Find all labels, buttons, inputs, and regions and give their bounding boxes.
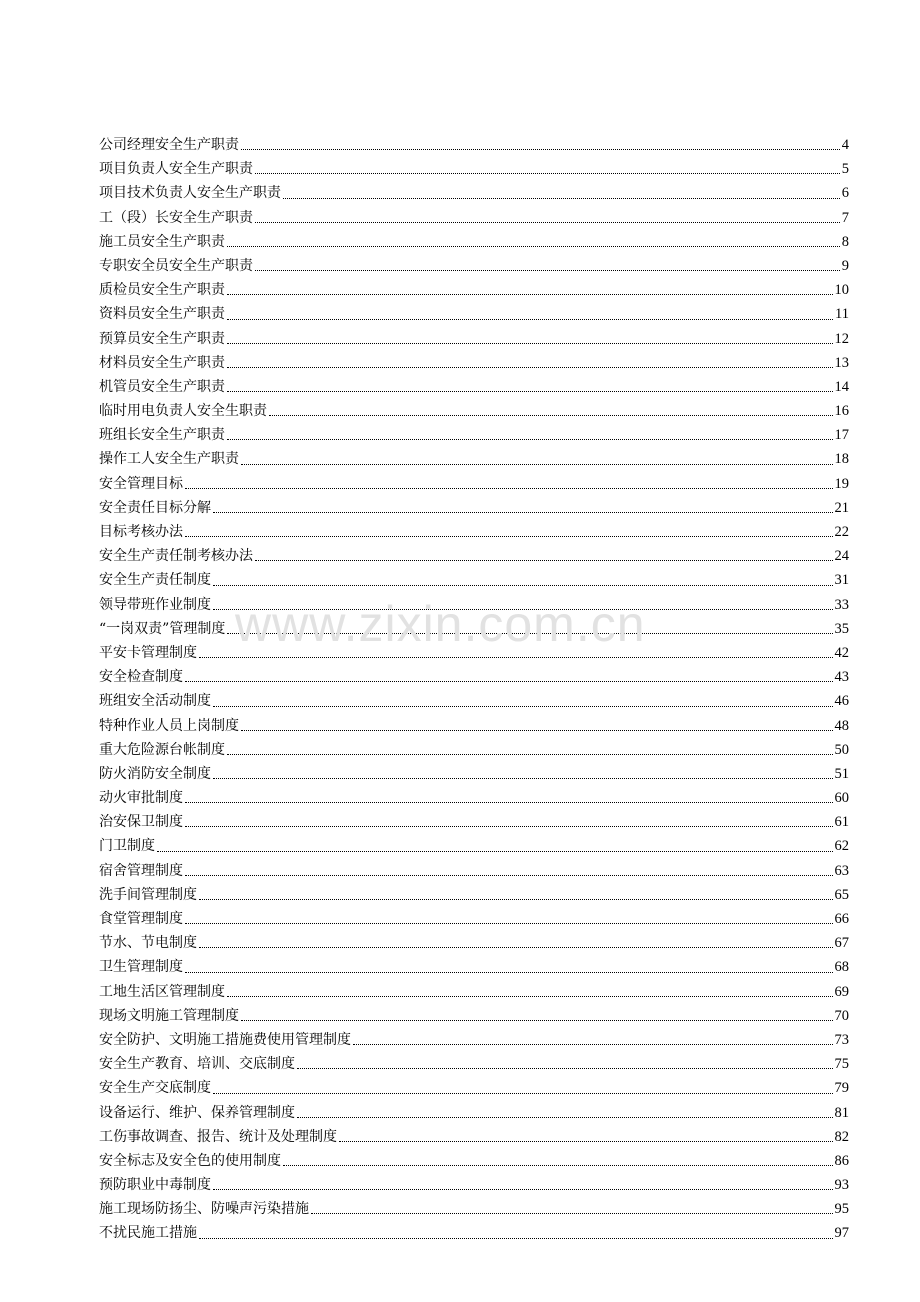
- toc-entry-page-number: 46: [834, 693, 849, 710]
- toc-entry-title: 安全生产责任制度: [99, 572, 211, 589]
- toc-dot-leader: [185, 810, 833, 834]
- toc-entry-title: 预防职业中毒制度: [99, 1177, 211, 1194]
- toc-dot-leader: [227, 302, 833, 326]
- toc-entry[interactable]: [99, 955, 849, 979]
- toc-entry-title: 材料员安全生产职责: [99, 354, 225, 371]
- toc-entry[interactable]: [99, 206, 849, 230]
- toc-entry-page-number: 65: [834, 886, 849, 903]
- toc-entry[interactable]: [99, 375, 849, 399]
- toc-entry-title: 不扰民施工措施: [99, 1225, 197, 1242]
- toc-entry[interactable]: [99, 641, 849, 665]
- toc-entry[interactable]: [99, 1173, 849, 1197]
- toc-dot-leader: [227, 617, 832, 641]
- toc-dot-leader: [255, 157, 840, 181]
- toc-entry-page-number: 70: [834, 1007, 849, 1024]
- toc-dot-leader: [255, 254, 840, 278]
- toc-entry-page-number: 22: [834, 524, 849, 540]
- toc-entry-page-number: 18: [834, 451, 849, 468]
- toc-dot-leader: [199, 641, 833, 665]
- toc-entry[interactable]: [99, 907, 849, 931]
- toc-dot-leader: [157, 834, 833, 858]
- toc-entry-title: 工地生活区管理制度: [99, 983, 225, 1000]
- toc-dot-leader: [199, 1221, 833, 1245]
- toc-entry[interactable]: [99, 568, 849, 592]
- toc-dot-leader: [199, 883, 833, 907]
- toc-entry-page-number: 61: [834, 814, 849, 831]
- toc-dot-leader: [185, 859, 833, 883]
- toc-dot-leader: [185, 786, 833, 810]
- toc-entry[interactable]: [99, 254, 849, 278]
- toc-entry-page-number: 31: [834, 572, 849, 589]
- toc-entry-page-number: 43: [834, 669, 849, 686]
- toc-entry-page-number: 4: [841, 137, 849, 153]
- toc-entry-page-number: 12: [834, 330, 849, 347]
- toc-entry[interactable]: [99, 1028, 849, 1052]
- watermark: www.zixin.com.cn: [235, 596, 646, 652]
- toc-dot-leader: [213, 1173, 833, 1197]
- toc-entry-page-number: 13: [834, 354, 849, 371]
- toc-dot-leader: [185, 520, 833, 544]
- toc-entry-title: 项目技术负责人安全生产职责: [99, 185, 281, 202]
- toc-entry-page-number: 9: [841, 257, 849, 274]
- toc-entry-title: 目标考核办法: [99, 524, 183, 540]
- toc-entry-title: 动火审批制度: [99, 790, 183, 807]
- toc-entry-title: 领导带班作业制度: [99, 596, 211, 613]
- toc-entry[interactable]: [99, 834, 849, 858]
- toc-entry[interactable]: [99, 327, 849, 351]
- toc-entry-page-number: 68: [834, 959, 849, 976]
- toc-entry-title: 资料员安全生产职责: [99, 306, 225, 323]
- toc-dot-leader: [213, 689, 833, 713]
- toc-entry-page-number: 69: [834, 983, 849, 1000]
- toc-entry-title: 防火消防安全制度: [99, 765, 211, 782]
- toc-entry-title: 预算员安全生产职责: [99, 330, 225, 347]
- toc-entry-page-number: 21: [834, 499, 849, 516]
- toc-dot-leader: [283, 181, 840, 205]
- toc-entry-title: 班组长安全生产职责: [99, 427, 225, 444]
- toc-entry-page-number: 97: [834, 1225, 849, 1242]
- toc-entry-page-number: 81: [834, 1104, 849, 1121]
- toc-entry-page-number: 93: [834, 1177, 849, 1194]
- toc-dot-leader: [213, 593, 833, 617]
- toc-entry-title: 洗手间管理制度: [99, 886, 197, 903]
- table-of-contents: [99, 133, 849, 1246]
- toc-entry-title: 工（段）长安全生产职责: [99, 209, 253, 226]
- toc-entry[interactable]: [99, 931, 849, 955]
- toc-entry-title: 工伤事故调查、报告、统计及处理制度: [99, 1128, 337, 1145]
- toc-entry-page-number: 6: [841, 185, 849, 202]
- toc-dot-leader: [227, 423, 833, 447]
- toc-dot-leader: [185, 955, 833, 979]
- toc-dot-leader: [199, 931, 833, 955]
- toc-dot-leader: [227, 980, 833, 1004]
- toc-dot-leader: [241, 133, 840, 157]
- toc-entry-title: 卫生管理制度: [99, 959, 183, 976]
- toc-entry-page-number: 95: [834, 1201, 849, 1218]
- toc-entry[interactable]: [99, 617, 849, 641]
- toc-dot-leader: [241, 1004, 833, 1028]
- toc-entry-title: 安全标志及安全色的使用制度: [99, 1152, 281, 1169]
- toc-entry[interactable]: [99, 1221, 849, 1245]
- toc-entry-title: 操作工人安全生产职责: [99, 451, 239, 468]
- toc-entry-title: 班组安全活动制度: [99, 693, 211, 710]
- toc-entry-page-number: 79: [834, 1080, 849, 1097]
- toc-entry-title: 安全防护、文明施工措施费使用管理制度: [99, 1031, 351, 1048]
- toc-entry[interactable]: [99, 1004, 849, 1028]
- toc-entry-title: 门卫制度: [99, 838, 155, 855]
- toc-entry-title: 施工员安全生产职责: [99, 233, 225, 250]
- toc-dot-leader: [297, 1052, 833, 1076]
- toc-dot-leader: [255, 544, 833, 568]
- toc-entry[interactable]: [99, 496, 849, 520]
- toc-entry-page-number: 51: [834, 765, 849, 782]
- toc-entry-title: 设备运行、维护、保养管理制度: [99, 1104, 295, 1121]
- toc-entry[interactable]: [99, 302, 849, 326]
- toc-entry[interactable]: [99, 278, 849, 302]
- toc-entry-title: 安全生产责任制考核办法: [99, 548, 253, 565]
- toc-dot-leader: [227, 278, 833, 302]
- toc-entry-page-number: 33: [834, 596, 849, 613]
- toc-entry-page-number: 60: [834, 790, 849, 807]
- toc-dot-leader: [185, 907, 833, 931]
- toc-dot-leader: [185, 665, 833, 689]
- toc-entry-title: 特种作业人员上岗制度: [99, 717, 239, 734]
- toc-dot-leader: [227, 375, 833, 399]
- toc-entry[interactable]: [99, 786, 849, 810]
- toc-entry-page-number: 8: [841, 233, 849, 250]
- toc-entry-page-number: 62: [834, 838, 849, 855]
- toc-entry-page-number: 5: [841, 161, 849, 178]
- toc-entry-page-number: 63: [834, 862, 849, 879]
- toc-entry[interactable]: [99, 133, 849, 157]
- toc-dot-leader: [213, 762, 833, 786]
- toc-entry-page-number: 66: [834, 911, 849, 927]
- toc-dot-leader: [353, 1028, 833, 1052]
- toc-dot-leader: [227, 230, 840, 254]
- toc-entry[interactable]: [99, 520, 849, 544]
- toc-entry[interactable]: [99, 447, 849, 471]
- toc-entry-page-number: 86: [834, 1152, 849, 1169]
- toc-entry-title: 安全生产教育、培训、交底制度: [99, 1056, 295, 1073]
- toc-dot-leader: [283, 1149, 833, 1173]
- toc-entry[interactable]: [99, 230, 849, 254]
- toc-entry[interactable]: [99, 399, 849, 423]
- toc-entry-page-number: 82: [834, 1128, 849, 1145]
- toc-dot-leader: [227, 738, 833, 762]
- toc-entry-title: 安全责任目标分解: [99, 499, 211, 516]
- toc-entry[interactable]: [99, 351, 849, 375]
- toc-entry-page-number: 48: [834, 717, 849, 734]
- toc-entry-title: 节水、节电制度: [99, 935, 197, 952]
- toc-dot-leader: [255, 206, 840, 230]
- toc-dot-leader: [185, 472, 833, 496]
- toc-entry-title: 临时用电负责人安全生职责: [99, 403, 267, 420]
- toc-entry-page-number: 35: [834, 620, 849, 637]
- toc-entry[interactable]: [99, 810, 849, 834]
- toc-entry[interactable]: [99, 980, 849, 1004]
- toc-dot-leader: [227, 327, 833, 351]
- toc-entry[interactable]: [99, 1197, 849, 1221]
- toc-entry-title: 公司经理安全生产职责: [99, 137, 239, 153]
- toc-dot-leader: [269, 399, 833, 423]
- toc-entry-title: “一岗双责”管理制度: [99, 620, 226, 637]
- toc-entry[interactable]: [99, 1052, 849, 1076]
- toc-entry-title: 平安卡管理制度: [99, 644, 197, 661]
- toc-entry-page-number: 73: [834, 1031, 849, 1048]
- toc-entry-title: 机管员安全生产职责: [99, 378, 225, 395]
- toc-entry-page-number: 14: [834, 378, 849, 395]
- toc-entry-title: 施工现场防扬尘、防噪声污染措施: [99, 1201, 309, 1218]
- toc-entry-title: 重大危险源台帐制度: [99, 741, 225, 758]
- toc-entry-page-number: 50: [834, 741, 849, 758]
- toc-entry[interactable]: [99, 1076, 849, 1100]
- toc-entry-title: 安全生产交底制度: [99, 1080, 211, 1097]
- toc-entry[interactable]: [99, 593, 849, 617]
- toc-entry[interactable]: [99, 883, 849, 907]
- toc-entry-page-number: 10: [834, 282, 849, 299]
- toc-dot-leader: [213, 496, 833, 520]
- toc-entry-page-number: 19: [834, 475, 849, 492]
- toc-dot-leader: [213, 1076, 833, 1100]
- toc-dot-leader: [297, 1101, 833, 1125]
- toc-entry-page-number: 75: [834, 1056, 849, 1073]
- toc-entry-title: 食堂管理制度: [99, 911, 183, 927]
- toc-entry-page-number: 42: [834, 644, 849, 661]
- toc-entry-page-number: 16: [834, 403, 849, 420]
- toc-entry-title: 宿舍管理制度: [99, 862, 183, 879]
- toc-entry-page-number: 67: [834, 935, 849, 952]
- toc-dot-leader: [227, 351, 833, 375]
- toc-entry-title: 治安保卫制度: [99, 814, 183, 831]
- toc-entry[interactable]: [99, 859, 849, 883]
- toc-entry-title: 安全管理目标: [99, 475, 183, 492]
- toc-entry[interactable]: [99, 714, 849, 738]
- toc-entry[interactable]: [99, 665, 849, 689]
- toc-entry-page-number: 17: [834, 427, 849, 444]
- toc-entry-title: 质检员安全生产职责: [99, 282, 225, 299]
- toc-dot-leader: [213, 568, 833, 592]
- toc-entry-page-number: 24: [834, 548, 849, 565]
- toc-entry-title: 现场文明施工管理制度: [99, 1007, 239, 1024]
- toc-entry-page-number: 11: [835, 306, 849, 323]
- toc-entry[interactable]: [99, 1101, 849, 1125]
- toc-entry[interactable]: [99, 1125, 849, 1149]
- toc-entry[interactable]: [99, 544, 849, 568]
- toc-entry[interactable]: [99, 181, 849, 205]
- toc-dot-leader: [241, 714, 833, 738]
- toc-dot-leader: [311, 1197, 833, 1221]
- toc-dot-leader: [339, 1125, 833, 1149]
- toc-entry[interactable]: [99, 689, 849, 713]
- toc-entry[interactable]: [99, 423, 849, 447]
- toc-entry[interactable]: [99, 472, 849, 496]
- toc-entry[interactable]: [99, 762, 849, 786]
- toc-entry-title: 安全检查制度: [99, 669, 183, 686]
- toc-entry-title: 项目负责人安全生产职责: [99, 161, 253, 178]
- toc-entry[interactable]: [99, 1149, 849, 1173]
- toc-entry-title: 专职安全员安全生产职责: [99, 257, 253, 274]
- toc-dot-leader: [241, 447, 833, 471]
- toc-entry[interactable]: [99, 738, 849, 762]
- toc-entry-page-number: 7: [841, 209, 849, 226]
- toc-entry[interactable]: [99, 157, 849, 181]
